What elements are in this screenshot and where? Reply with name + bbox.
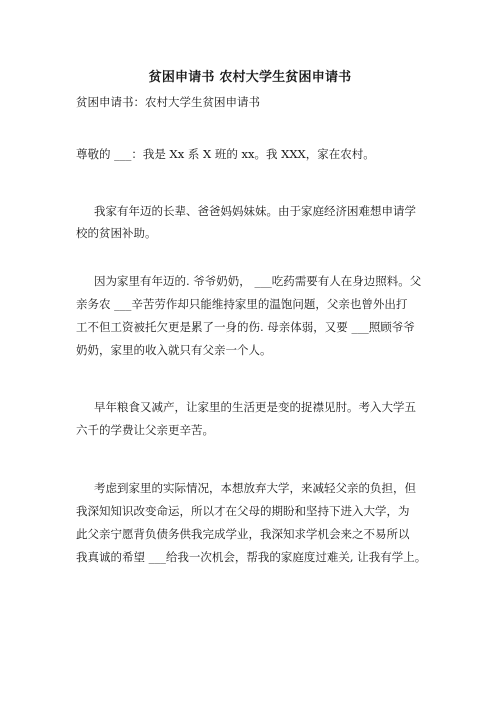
paragraph-line: 我深知知识改变命运，所以才在父母的期盼和坚持下进入大学，为 [76, 504, 410, 518]
paragraph-line: 六千的学费让父亲更辛苦。 [76, 423, 214, 437]
paragraph-line: 考虑到家里的实际情况，本想放弃大学，来减轻父亲的负担，但 [94, 481, 416, 495]
paragraph-line: 工不但工资被托欠更是累了一身的伤. 母亲体弱，又要 ___照顾爷爷 [76, 320, 415, 334]
paragraph-line: 早年粮食又减产，让家里的生活更是变的捉襟见肘。考入大学五 [94, 400, 416, 414]
paragraph-line: 奶奶，家里的收入就只有父亲一个人。 [76, 343, 272, 357]
paragraph-line: 此父亲宁愿背负债务供我完成学业，我深知求学机会来之不易所以 [76, 527, 410, 541]
paragraph-line: 尊敬的 ___：我是 Xx 系 X 班的 xx。我 XXX，家在农村。 [76, 147, 375, 161]
paragraph-line: 亲务农 ___辛苦劳作却只能维持家里的温饱问题，父亲也曾外出打 [76, 297, 408, 311]
document-subtitle: 贫困申请书：农村大学生贫困申请书 [76, 95, 260, 109]
document-title: 贫困申请书 农村大学生贫困申请书 [148, 70, 352, 85]
paragraph-line: 我家有年迈的长辈、爸爸妈妈妹妹。由于家庭经济困难想申请学 [94, 204, 416, 218]
paragraph-line: 我真诚的希望 ___给我一次机会，帮我的家庭度过难关, 让我有学上。 [76, 550, 427, 564]
paragraph-line: 校的贫困补助。 [76, 226, 157, 240]
paragraph-line: 因为家里有年迈的. 爷爷奶奶， ___吃药需要有人在身边照料。父 [94, 274, 422, 288]
